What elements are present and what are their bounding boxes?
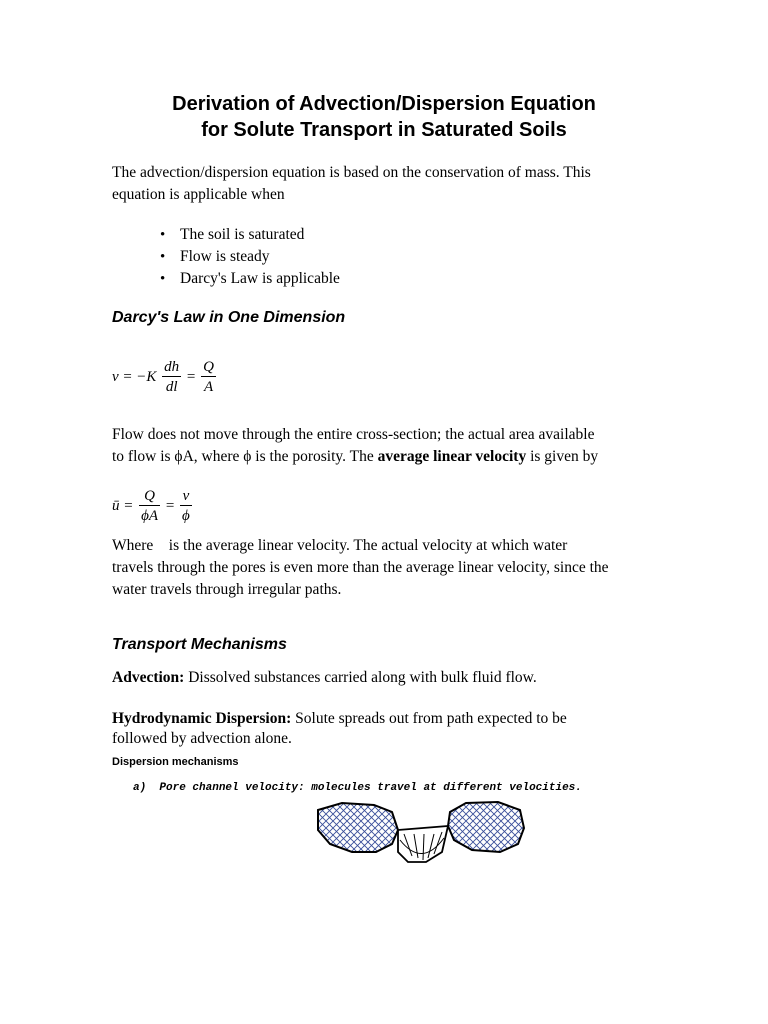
- hydro-text: Solute spreads out from path expected to be: [291, 710, 567, 727]
- list-item: • Darcy's Law is applicable: [160, 268, 340, 290]
- dispersion-mechanisms-heading: Dispersion mechanisms: [112, 756, 239, 768]
- hydro-paragraph-line-2: followed by advection alone.: [112, 730, 292, 747]
- advection-paragraph: [112, 667, 692, 689]
- eq2-frac1-num: Q: [139, 487, 160, 506]
- flow-arrow: [428, 834, 434, 858]
- where-line-3: water travels through irregular paths.: [112, 581, 342, 598]
- title-line-2: for Solute Transport in Saturated Soils: [201, 119, 567, 141]
- eq1-frac1-den: dl: [165, 379, 178, 395]
- hydro-paragraph-line-1: [112, 708, 692, 730]
- advection-text: Dissolved substances carried along with bulk fluid flow.: [184, 669, 537, 686]
- hydro-label: Hydrodynamic Dispersion:: [112, 710, 292, 727]
- eq2-frac1-den: ϕA: [141, 508, 159, 524]
- eq1-equals: =: [186, 368, 196, 385]
- flow-arrow: [414, 834, 418, 858]
- flow-arrow: [423, 834, 424, 860]
- where-line-2: travels through the pores is even more than the average linear velocity, since the: [112, 559, 609, 576]
- section-heading-transport: Transport Mechanisms: [112, 636, 287, 653]
- pore-channel-diagram: [312, 800, 532, 870]
- list-item: • The soil is saturated: [160, 224, 340, 246]
- eq1-frac2-den: A: [203, 379, 214, 395]
- eq2-fraction-q-phia: [139, 487, 160, 526]
- eq1-fraction-dh-dl: [162, 358, 181, 397]
- list-item: • Flow is steady: [160, 246, 340, 268]
- darcy-equation: [112, 358, 218, 397]
- flow-arrow: [434, 832, 442, 854]
- soil-grain-left: [318, 803, 398, 852]
- flow-line-1: Flow does not move through the entire cross-section; the actual area available: [112, 426, 595, 443]
- soil-grain-right: [448, 802, 524, 852]
- flow-line-2: [112, 446, 692, 468]
- eq1-lhs: v = −K: [112, 368, 157, 385]
- flow-line-2-pre: to flow is ϕA, where ϕ is the porosity. The: [112, 448, 378, 465]
- eq2-equals: =: [165, 497, 175, 514]
- eq2-frac2-num: v: [180, 487, 192, 506]
- eq1-frac2-num: Q: [203, 359, 214, 375]
- eq2-frac2-den: ϕ: [182, 508, 190, 524]
- intro-line-2: equation is applicable when: [112, 186, 285, 203]
- eq2-fraction-v-phi: [180, 487, 192, 526]
- intro-line-1: The advection/dispersion equation is based on the conservation of mass. This: [112, 164, 591, 181]
- eq1-frac1-num: dh: [164, 359, 180, 375]
- conditions-list: [160, 224, 340, 290]
- where-line-1: Where is the average linear velocity. The actual velocity at which water: [112, 537, 568, 554]
- section-heading-darcy: Darcy's Law in One Dimension: [112, 309, 346, 326]
- eq1-fraction-q-a: [201, 358, 216, 397]
- eq2-lhs: ū =: [112, 497, 134, 514]
- average-linear-velocity-term: average linear velocity: [377, 448, 527, 465]
- flow-line-2-post: is given by: [526, 448, 599, 465]
- advection-label: Advection:: [112, 669, 185, 686]
- flow-arrow: [404, 834, 412, 856]
- title-line-1: Derivation of Advection/Dispersion Equation: [172, 93, 596, 115]
- mechanism-item-a: a) Pore channel velocity: molecules travel at different velocities.: [133, 782, 582, 794]
- velocity-equation: [112, 487, 194, 526]
